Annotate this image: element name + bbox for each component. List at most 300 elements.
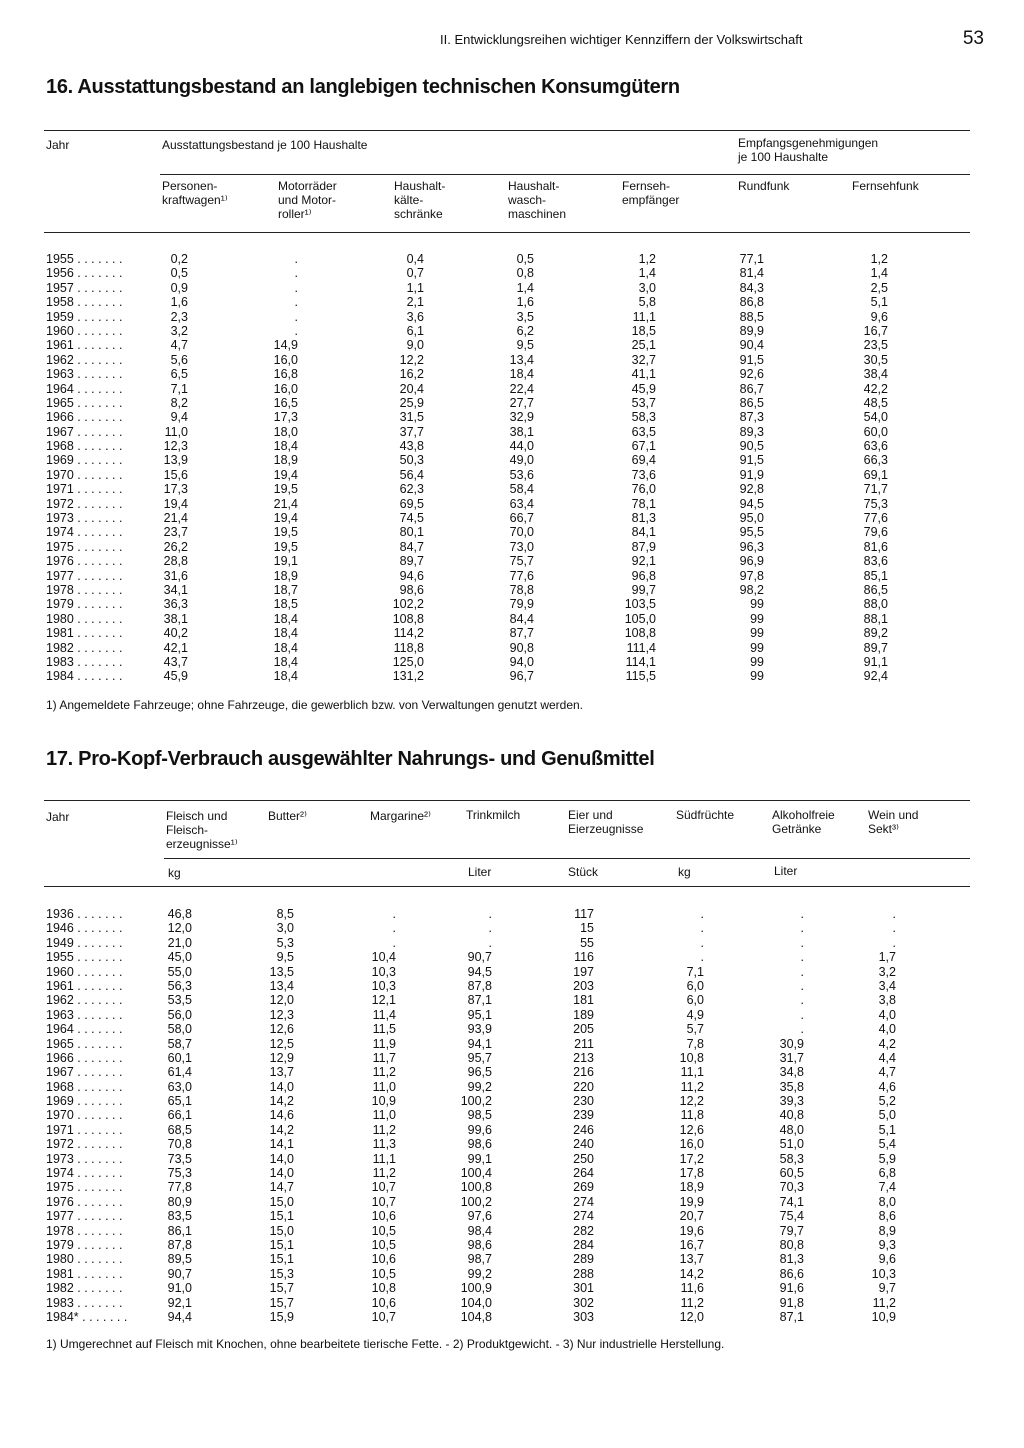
table-cell: 37,7 xyxy=(399,424,424,439)
table-cell: 197 xyxy=(573,964,594,979)
year-label: 1966 . . . . . . . xyxy=(46,410,123,425)
table-cell: 4,7 xyxy=(878,1065,896,1080)
table-cell: . xyxy=(294,252,298,266)
table16-row xyxy=(44,252,970,266)
table-cell: . xyxy=(294,280,298,295)
table-cell: 5,4 xyxy=(878,1137,896,1152)
year-label: 1964 . . . . . . . xyxy=(46,381,123,396)
table-cell: 94,4 xyxy=(167,1309,192,1324)
year-label: 1975 . . . . . . . xyxy=(46,1180,123,1195)
table-cell: 95,5 xyxy=(739,525,764,540)
table16-row xyxy=(44,468,970,482)
table-cell: 81,6 xyxy=(863,539,888,554)
table-cell: 103,5 xyxy=(624,597,656,612)
table-cell: 14,0 xyxy=(269,1166,294,1181)
year-label: 1972 . . . . . . . xyxy=(46,1137,123,1152)
table-cell: 18,7 xyxy=(273,582,298,597)
table-cell: . xyxy=(800,907,804,921)
table-cell: 26,2 xyxy=(163,539,188,554)
table-cell: 95,7 xyxy=(467,1050,492,1065)
table-cell: 17,2 xyxy=(679,1151,704,1166)
table-cell: 87,9 xyxy=(631,539,656,554)
year-label: 1955 . . . . . . . xyxy=(46,950,123,965)
table-cell: 15,7 xyxy=(269,1281,294,1296)
year-label: 1984* . . . . . . . xyxy=(46,1309,128,1324)
table-cell: 11,6 xyxy=(680,1281,704,1296)
table-cell: 18,4 xyxy=(509,367,534,382)
table-cell: 12,3 xyxy=(163,439,188,454)
table-cell: 42,1 xyxy=(163,640,188,655)
table-cell: 3,4 xyxy=(878,978,896,993)
year-label: 1955 . . . . . . . xyxy=(46,252,123,266)
table-cell: 34,8 xyxy=(779,1065,804,1080)
table16-row xyxy=(44,554,970,568)
table-cell: 75,3 xyxy=(167,1166,192,1181)
table-cell: 10,3 xyxy=(371,978,396,993)
table17-col-trinkmilch: Trinkmilch xyxy=(466,808,521,822)
year-label: 1981 . . . . . . . xyxy=(46,1266,123,1281)
table-cell: 96,7 xyxy=(509,669,534,684)
year-label: 1960 . . . . . . . xyxy=(46,964,123,979)
dot-leader: . . . . . . . xyxy=(73,1079,123,1094)
dot-leader: . . . . . . . xyxy=(73,367,123,382)
table17-unit-stueck: Stück xyxy=(568,865,599,879)
table-cell: 23,5 xyxy=(863,338,888,353)
table-cell: 85,1 xyxy=(863,568,888,583)
table-cell: 13,4 xyxy=(269,978,294,993)
dot-leader: . . . . . . . xyxy=(73,611,123,626)
year-label: 1983 . . . . . . . xyxy=(46,1295,123,1310)
table-cell: 14,2 xyxy=(269,1122,294,1137)
table-cell: 66,7 xyxy=(509,511,534,526)
table-cell: 19,4 xyxy=(273,511,298,526)
table16-col-rundfunk: Rundfunk xyxy=(738,179,790,193)
table-cell: 19,5 xyxy=(273,539,298,554)
table-cell: 250 xyxy=(573,1151,594,1166)
table17-row xyxy=(44,1310,970,1324)
table-cell: . xyxy=(892,921,896,936)
table-cell: 11,4 xyxy=(372,1007,396,1022)
table-cell: 98,6 xyxy=(399,582,424,597)
table-cell: 81,3 xyxy=(779,1252,804,1267)
dot-leader: . . . . . . . xyxy=(73,597,123,612)
table17-unit-liter-2: Liter xyxy=(774,864,798,878)
table-cell: 87,1 xyxy=(467,993,492,1008)
page-header xyxy=(420,30,984,52)
table16-footnote: 1) Angemeldete Fahrzeuge; ohne Fahrzeuge, die gewerblich bzw. von Verwaltungen genutzt werden. xyxy=(46,698,584,712)
table-cell: 98,5 xyxy=(467,1108,492,1123)
table16-col-waschmaschine: Haushalt- wasch- maschinen xyxy=(508,179,567,221)
table-cell: 11,2 xyxy=(872,1295,896,1310)
dot-leader: . . . . . . . xyxy=(73,554,123,569)
table-cell: 3,6 xyxy=(406,309,424,324)
dot-leader: . . . . . . . xyxy=(73,1237,123,1252)
table-cell: 9,6 xyxy=(878,1252,896,1267)
table-cell: . xyxy=(800,978,804,993)
table-cell: 70,0 xyxy=(509,525,534,540)
table-cell: 96,8 xyxy=(631,568,656,583)
table-cell: 67,1 xyxy=(631,439,656,454)
table-cell: 15,1 xyxy=(269,1237,294,1252)
table17-title: 17. Pro-Kopf-Verbrauch ausgewählter Nahrungs- und Genußmittel xyxy=(46,748,655,770)
table-cell: 11,2 xyxy=(372,1122,396,1137)
dot-leader: . . . . . . . xyxy=(73,950,123,965)
table-cell: 91,1 xyxy=(863,654,888,669)
dot-leader: . . . . . . . xyxy=(73,654,123,669)
dot-leader: . . . . . . . xyxy=(73,352,123,367)
table-cell: 43,8 xyxy=(399,439,424,454)
table-cell: 55,0 xyxy=(167,964,192,979)
table-cell: 79,6 xyxy=(863,525,888,540)
year-label: 1936 . . . . . . . xyxy=(46,907,123,921)
table-cell: 12,0 xyxy=(269,993,294,1008)
table-cell: 63,6 xyxy=(863,439,888,454)
table-cell: 18,9 xyxy=(273,568,298,583)
table-cell: 30,9 xyxy=(779,1036,804,1051)
table-cell: 89,7 xyxy=(399,554,424,569)
table-cell: 80,9 xyxy=(167,1194,192,1209)
table-cell: 19,4 xyxy=(273,467,298,482)
year-label: 1974 . . . . . . . xyxy=(46,1166,123,1181)
year-label: 1968 . . . . . . . xyxy=(46,439,123,454)
dot-leader: . . . . . . . xyxy=(73,252,123,266)
year-label: 1961 . . . . . . . xyxy=(46,978,123,993)
table-cell: 10,8 xyxy=(371,1281,396,1296)
year-label: 1973 . . . . . . . xyxy=(46,1151,123,1166)
table-cell: . xyxy=(800,964,804,979)
table-cell: 58,0 xyxy=(167,1022,192,1037)
table-cell: 10,3 xyxy=(871,1266,896,1281)
table-cell: 18,9 xyxy=(679,1180,704,1195)
table-cell: 18,5 xyxy=(631,323,656,338)
table-cell: 73,5 xyxy=(167,1151,192,1166)
table16-row xyxy=(44,425,970,439)
table-cell: 44,0 xyxy=(509,439,534,454)
table16-col-motorrad: Motorräder und Motor- roller¹⁾ xyxy=(278,179,337,221)
table-cell: 115,5 xyxy=(625,669,656,684)
year-label: 1965 . . . . . . . xyxy=(46,1036,123,1051)
table-cell: 97,8 xyxy=(739,568,764,583)
table-cell: 87,8 xyxy=(167,1237,192,1252)
dot-leader: . . . . . . . xyxy=(73,1007,123,1022)
table-cell: 9,5 xyxy=(516,338,534,353)
table-cell: 95,0 xyxy=(739,511,764,526)
table-cell: 91,5 xyxy=(739,352,764,367)
table-cell: 38,1 xyxy=(509,424,534,439)
table-cell: 5,1 xyxy=(870,295,888,310)
table-cell: 98,4 xyxy=(467,1223,492,1238)
table-cell: 10,9 xyxy=(871,1309,896,1324)
dot-leader: . . . . . . . xyxy=(73,338,123,353)
table-cell: 70,8 xyxy=(167,1137,192,1152)
table-cell: 77,6 xyxy=(509,568,534,583)
table-cell: 99,7 xyxy=(631,582,656,597)
year-label: 1978 . . . . . . . xyxy=(46,582,123,597)
table17-unit-kg-1: kg xyxy=(168,866,181,880)
table-cell: 12,1 xyxy=(371,993,396,1008)
table-cell: 15,7 xyxy=(269,1295,294,1310)
table-cell: 2,3 xyxy=(170,309,188,324)
table-cell: 12,3 xyxy=(269,1007,294,1022)
dot-leader: . . . . . . . xyxy=(73,439,123,454)
table-cell: 2,5 xyxy=(870,280,888,295)
table-cell: 58,7 xyxy=(167,1036,192,1051)
table-cell: 69,4 xyxy=(631,453,656,468)
table16-row xyxy=(44,281,970,295)
year-label: 1979 . . . . . . . xyxy=(46,1237,123,1252)
year-label: 1984 . . . . . . . xyxy=(46,669,123,684)
table-cell: 18,4 xyxy=(273,439,298,454)
table-cell: 63,0 xyxy=(167,1079,192,1094)
table-cell: 6,2 xyxy=(516,323,534,338)
table-cell: 10,6 xyxy=(371,1295,396,1310)
year-label: 1958 . . . . . . . xyxy=(46,295,123,310)
table-cell: 10,7 xyxy=(371,1194,396,1209)
year-label: 1980 . . . . . . . xyxy=(46,1252,123,1267)
table-cell: 99 xyxy=(750,611,764,626)
table-cell: 12,0 xyxy=(679,1309,704,1324)
table-cell: 14,2 xyxy=(269,1094,294,1109)
table-cell: 51,0 xyxy=(779,1137,804,1152)
table-cell: 86,7 xyxy=(739,381,764,396)
table-cell: . xyxy=(488,907,492,921)
table17-row xyxy=(44,1080,970,1094)
table17-row xyxy=(44,921,970,935)
table-cell: 3,0 xyxy=(638,280,656,295)
year-label: 1977 . . . . . . . xyxy=(46,568,123,583)
year-label: 1980 . . . . . . . xyxy=(46,611,123,626)
table-cell: 288 xyxy=(573,1266,594,1281)
table-cell: 94,1 xyxy=(467,1036,492,1051)
table-cell: 18,4 xyxy=(273,611,298,626)
table-cell: 220 xyxy=(573,1079,594,1094)
table-cell: 0,5 xyxy=(170,266,188,281)
table-cell: 92,4 xyxy=(863,669,888,684)
dot-leader: . . . . . . . xyxy=(73,395,123,410)
table-cell: 1,1 xyxy=(406,280,424,295)
table16-row xyxy=(44,669,970,683)
table-cell: 32,9 xyxy=(509,410,534,425)
table-cell: 99,2 xyxy=(467,1266,492,1281)
table-cell: 35,8 xyxy=(779,1079,804,1094)
dot-leader: . . . . . . . xyxy=(73,921,123,936)
dot-leader: . . . . . . . xyxy=(73,309,123,324)
table-cell: 10,5 xyxy=(371,1223,396,1238)
table-cell: 92,1 xyxy=(631,554,656,569)
table-cell: 211 xyxy=(574,1036,594,1051)
table-cell: 21,4 xyxy=(163,511,188,526)
table-cell: 100,2 xyxy=(460,1194,492,1209)
table17-col-butter: Butter²⁾ xyxy=(268,809,307,823)
table-cell: 0,9 xyxy=(170,280,188,295)
table-cell: 274 xyxy=(573,1194,594,1209)
year-label: 1970 . . . . . . . xyxy=(46,467,123,482)
table-cell: 74,5 xyxy=(399,511,424,526)
table-cell: 75,4 xyxy=(779,1209,804,1224)
table-cell: 269 xyxy=(573,1180,594,1195)
table-cell: 11,2 xyxy=(372,1166,396,1181)
table-cell: 118,8 xyxy=(393,640,424,655)
year-label: 1968 . . . . . . . xyxy=(46,1079,123,1094)
table-cell: 4,9 xyxy=(686,1007,704,1022)
table-cell: 20,7 xyxy=(679,1209,704,1224)
table17-row xyxy=(44,993,970,1007)
table-cell: 63,4 xyxy=(509,496,534,511)
table-cell: 15,9 xyxy=(269,1309,294,1324)
table-cell: 13,5 xyxy=(269,964,294,979)
table17-row xyxy=(44,1195,970,1209)
table-cell: 18,4 xyxy=(273,669,298,684)
table-cell: 92,8 xyxy=(739,482,764,497)
table17-row xyxy=(44,1137,970,1151)
table-cell: 81,3 xyxy=(631,511,656,526)
table-cell: . xyxy=(392,935,396,950)
table-cell: 6,1 xyxy=(406,323,424,338)
table-cell: 13,9 xyxy=(163,453,188,468)
table17-col-suedfruechte: Südfrüchte xyxy=(676,808,735,822)
table-cell: 55 xyxy=(580,935,594,950)
table-cell: 10,3 xyxy=(371,964,396,979)
table-cell: 100,2 xyxy=(460,1094,492,1109)
table-cell: 25,9 xyxy=(399,395,424,410)
table-cell: 240 xyxy=(573,1137,594,1152)
table-cell: . xyxy=(700,921,704,936)
table-cell: 77,8 xyxy=(167,1180,192,1195)
dot-leader: . . . . . . . xyxy=(73,280,123,295)
table16-row xyxy=(44,497,970,511)
table-cell: 10,9 xyxy=(371,1094,396,1109)
table-cell: 15,0 xyxy=(269,1194,294,1209)
table17-row xyxy=(44,936,970,950)
table-cell: 77,1 xyxy=(739,252,764,266)
year-label: 1981 . . . . . . . xyxy=(46,626,123,641)
table-cell: 91,9 xyxy=(739,467,764,482)
year-label: 1961 . . . . . . . xyxy=(46,338,123,353)
dot-leader: . . . . . . . xyxy=(73,1223,123,1238)
dot-leader: . . . . . . . xyxy=(73,1281,123,1296)
table16-row xyxy=(44,439,970,453)
table-cell: 14,6 xyxy=(269,1108,294,1123)
table-cell: 76,0 xyxy=(631,482,656,497)
dot-leader: . . . . . . . xyxy=(73,1295,123,1310)
table-cell: 15 xyxy=(580,921,594,936)
table-cell: 11,2 xyxy=(680,1079,704,1094)
table-cell: 15,1 xyxy=(269,1209,294,1224)
table-cell: 94,5 xyxy=(739,496,764,511)
table16-row xyxy=(44,641,970,655)
table17-col-eier: Eier und Eierzeugnisse xyxy=(568,808,644,836)
table-cell: 58,4 xyxy=(509,482,534,497)
table-cell: 71,7 xyxy=(863,482,888,497)
year-label: 1967 . . . . . . . xyxy=(46,1065,123,1080)
table-cell: . xyxy=(800,935,804,950)
table-cell: 17,8 xyxy=(679,1166,704,1181)
table-cell: 60,1 xyxy=(167,1050,192,1065)
table17-row xyxy=(44,965,970,979)
dot-leader: . . . . . . . xyxy=(73,1065,123,1080)
table-cell: . xyxy=(700,907,704,921)
table-cell: 61,4 xyxy=(167,1065,192,1080)
table-cell: 6,5 xyxy=(170,367,188,382)
dot-leader: . . . . . . . xyxy=(73,295,123,310)
table-cell: 14,0 xyxy=(269,1079,294,1094)
table-cell: 84,7 xyxy=(399,539,424,554)
table16-row xyxy=(44,626,970,640)
table-cell: 98,6 xyxy=(467,1137,492,1152)
year-label: 1983 . . . . . . . xyxy=(46,654,123,669)
dot-leader: . . . . . . . xyxy=(73,568,123,583)
table-cell: 70,3 xyxy=(779,1180,804,1195)
table-cell: 46,8 xyxy=(167,907,192,921)
table-cell: 91,8 xyxy=(779,1295,804,1310)
dot-leader: . . . . . . . xyxy=(73,1108,123,1123)
table-cell: 10,4 xyxy=(371,950,396,965)
table16-group-households: Ausstattungsbestand je 100 Haushalte xyxy=(162,138,368,152)
table17-row xyxy=(44,1152,970,1166)
table-cell: 7,8 xyxy=(686,1036,704,1051)
dot-leader: . . . . . . . xyxy=(73,978,123,993)
table-cell: 90,7 xyxy=(467,950,492,965)
table-cell: 1,6 xyxy=(516,295,534,310)
table-cell: 10,5 xyxy=(371,1266,396,1281)
table-cell: 18,4 xyxy=(273,640,298,655)
table-cell: 0,2 xyxy=(170,252,188,266)
table-cell: 21,0 xyxy=(167,935,192,950)
table-cell: 11,5 xyxy=(372,1022,396,1037)
table-cell: 91,5 xyxy=(739,453,764,468)
table-cell: 74,1 xyxy=(779,1194,804,1209)
dot-leader: . . . . . . . xyxy=(73,1036,123,1051)
table-cell: 203 xyxy=(573,978,594,993)
table-cell: 10,5 xyxy=(371,1237,396,1252)
table-cell: 43,7 xyxy=(163,654,188,669)
dot-leader: . . . . . . . xyxy=(73,993,123,1008)
dot-leader: . . . . . . . xyxy=(73,511,123,526)
year-label: 1982 . . . . . . . xyxy=(46,1281,123,1296)
table-cell: 75,3 xyxy=(863,496,888,511)
table-cell: 11,1 xyxy=(372,1151,396,1166)
table-cell: 16,0 xyxy=(273,352,298,367)
table-cell: 189 xyxy=(573,1007,594,1022)
dot-leader: . . . . . . . xyxy=(73,640,123,655)
table-cell: 17,3 xyxy=(163,482,188,497)
table-cell: 53,6 xyxy=(509,467,534,482)
table17-row xyxy=(44,1008,970,1022)
table-cell: . xyxy=(892,935,896,950)
table-cell: 93,9 xyxy=(467,1022,492,1037)
table-cell: 83,6 xyxy=(863,554,888,569)
table-cell: 96,5 xyxy=(467,1065,492,1080)
table-cell: 3,8 xyxy=(878,993,896,1008)
year-label: 1966 . . . . . . . xyxy=(46,1050,123,1065)
table-cell: 56,4 xyxy=(399,467,424,482)
dot-leader: . . . . . . . xyxy=(73,1180,123,1195)
table-cell: 289 xyxy=(573,1252,594,1267)
table17-row xyxy=(44,1209,970,1223)
table17-row xyxy=(44,1252,970,1266)
table17-row xyxy=(44,1296,970,1310)
table-cell: 282 xyxy=(573,1223,594,1238)
table-cell: 10,7 xyxy=(371,1180,396,1195)
table16-row xyxy=(44,569,970,583)
table-cell: 58,3 xyxy=(779,1151,804,1166)
table-cell: 1,2 xyxy=(870,252,888,266)
table-cell: 3,5 xyxy=(516,309,534,324)
table-cell: 98,7 xyxy=(467,1252,492,1267)
table-cell: 84,3 xyxy=(739,280,764,295)
dot-leader: . . . . . . . xyxy=(73,467,123,482)
table-cell: 11,0 xyxy=(164,424,188,439)
